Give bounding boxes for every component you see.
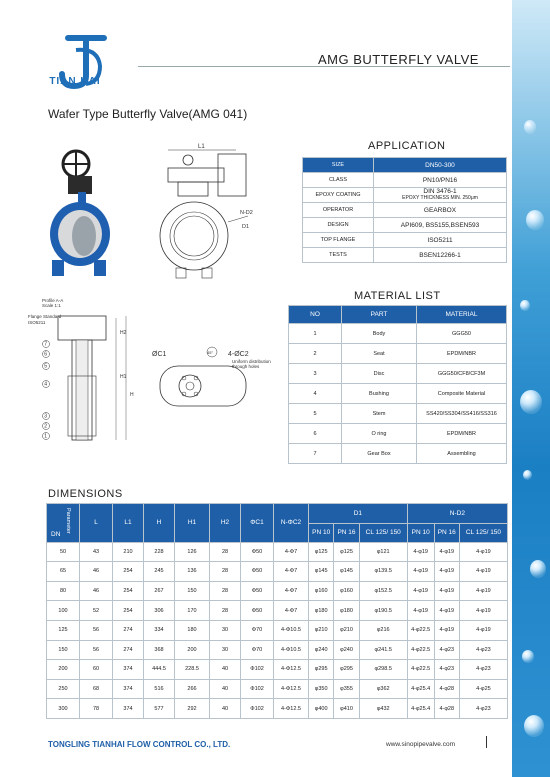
table-cell: 28 xyxy=(210,542,241,562)
table-cell: Disc xyxy=(342,364,417,384)
table-cell: 4-φ19 xyxy=(434,542,459,562)
table-row xyxy=(47,620,508,640)
table-cell: 368 xyxy=(144,640,175,660)
dim-label-h2: H2 xyxy=(120,330,127,336)
table-row xyxy=(47,601,508,621)
table-cell: Φ50 xyxy=(241,581,274,601)
table-cell: 40 xyxy=(210,699,241,719)
table-cell: API609, BS5155,BSEN593 xyxy=(374,218,507,233)
table-cell: 30 xyxy=(210,620,241,640)
table-cell: 4-φ19 xyxy=(407,581,434,601)
table-cell: TESTS xyxy=(303,248,374,263)
table-cell: 4-φ23 xyxy=(459,660,507,680)
parameter-label: Parameter xyxy=(65,508,71,534)
table-cell: 292 xyxy=(175,699,210,719)
table-cell: 274 xyxy=(113,620,144,640)
table-cell: 5 xyxy=(289,404,342,424)
column-header: MATERIAL xyxy=(417,306,507,324)
table-cell: 50 xyxy=(47,542,80,562)
table-cell: 150 xyxy=(47,640,80,660)
table-cell: 4-φ19 xyxy=(407,562,434,582)
table-cell: Φ70 xyxy=(241,640,274,660)
table-cell: 200 xyxy=(175,640,210,660)
part-callout: 1 xyxy=(44,433,48,440)
table-cell: 306 xyxy=(144,601,175,621)
page-title: AMG BUTTERFLY VALVE xyxy=(318,52,479,67)
table-cell: 267 xyxy=(144,581,175,601)
coating-standard: DIN 3476-1 xyxy=(423,188,457,195)
table-cell: 228 xyxy=(144,542,175,562)
dim-label-d1: D1 xyxy=(242,224,250,230)
table-row xyxy=(47,640,508,660)
table-cell: SS420/SS304/SS416/SS316 xyxy=(417,404,507,424)
table-row xyxy=(303,203,507,218)
table-cell: φ362 xyxy=(359,679,407,699)
table-cell: 4-φ22.5 xyxy=(407,640,434,660)
table-cell: 4-φ23 xyxy=(434,660,459,680)
table-cell: 126 xyxy=(175,542,210,562)
table-cell: 300 xyxy=(47,699,80,719)
part-callout: 3 xyxy=(44,413,48,420)
param-dn-header xyxy=(47,504,80,543)
table-cell: 4-φ25.4 xyxy=(407,699,434,719)
column-header: H2 xyxy=(210,504,241,543)
table-cell: 6 xyxy=(289,424,342,444)
dimensions-title: DIMENSIONS xyxy=(48,488,123,500)
table-cell: 254 xyxy=(113,601,144,621)
table-cell: 4-φ19 xyxy=(459,562,507,582)
table-cell: φ240 xyxy=(309,640,334,660)
table-cell: 136 xyxy=(175,562,210,582)
table-row xyxy=(303,173,507,188)
part-callout: 6 xyxy=(44,351,48,358)
table-cell: 4 xyxy=(289,384,342,404)
table-cell: 4-φ23 xyxy=(434,640,459,660)
table-row xyxy=(47,660,508,680)
table-cell: 245 xyxy=(144,562,175,582)
product-subtitle: Wafer Type Butterfly Valve(AMG 041) xyxy=(48,107,248,121)
table-cell: 4-Φ12.5 xyxy=(274,660,309,680)
table-cell: 40 xyxy=(210,679,241,699)
table-cell: TOP FLANGE xyxy=(303,233,374,248)
table-cell: 4-Φ7 xyxy=(274,601,309,621)
table-row xyxy=(303,248,507,263)
table-cell: 4-φ19 xyxy=(434,562,459,582)
table-row xyxy=(289,444,507,464)
table-cell: 4-φ19 xyxy=(459,581,507,601)
dim-label-c1: ØC1 xyxy=(152,351,167,358)
table-cell: 1 xyxy=(289,324,342,344)
table-cell: 52 xyxy=(80,601,113,621)
table-cell: 46 xyxy=(80,581,113,601)
top-flange-drawing xyxy=(150,342,280,412)
table-row xyxy=(47,581,508,601)
table-cell: 4-φ22.5 xyxy=(407,620,434,640)
table-cell: 100 xyxy=(47,601,80,621)
table-cell: 4-φ23 xyxy=(459,699,507,719)
table-row xyxy=(303,188,507,203)
table-cell: φ240 xyxy=(334,640,359,660)
table-cell: 43 xyxy=(80,542,113,562)
water-drop-decoration xyxy=(524,715,544,737)
table-cell: 254 xyxy=(113,581,144,601)
coating-thickness: EPOXY THICKNESS MIN. 250μm xyxy=(402,195,478,201)
table-cell: 4-φ19 xyxy=(434,620,459,640)
angle-label: 45° xyxy=(207,350,214,355)
table-cell: Assembling xyxy=(417,444,507,464)
footer-url[interactable]: www.sinopipevalve.com xyxy=(386,741,456,748)
table-cell: EPDM/NBR xyxy=(417,344,507,364)
column-header: ΦC1 xyxy=(241,504,274,543)
table-cell: φ210 xyxy=(309,620,334,640)
table-row xyxy=(47,679,508,699)
table-cell: Stem xyxy=(342,404,417,424)
footer-divider xyxy=(486,736,487,748)
table-cell: 78 xyxy=(80,699,113,719)
table-cell: φ145 xyxy=(309,562,334,582)
table-cell: EPOXY COATING xyxy=(303,188,374,203)
table-cell: 334 xyxy=(144,620,175,640)
table-cell: φ180 xyxy=(309,601,334,621)
column-header: N-D2 xyxy=(407,504,507,524)
table-cell: 266 xyxy=(175,679,210,699)
material-table xyxy=(288,305,507,464)
table-cell: 28 xyxy=(210,562,241,582)
table-cell: φ350 xyxy=(309,679,334,699)
application-table xyxy=(302,157,507,263)
valve-product-photo xyxy=(34,148,126,288)
table-cell: 4-φ28 xyxy=(434,679,459,699)
table-cell: 40 xyxy=(210,660,241,680)
column-header: NO xyxy=(289,306,342,324)
table-cell: 4-Φ10.5 xyxy=(274,640,309,660)
table-cell: 4-φ25 xyxy=(459,679,507,699)
dim-label-nd2: N-D2 xyxy=(240,210,253,216)
table-cell xyxy=(374,188,507,203)
footer-company: TONGLING TIANHAI FLOW CONTROL CO., LTD. xyxy=(48,740,231,749)
water-drop-decoration xyxy=(520,300,530,311)
table-cell: DESIGN xyxy=(303,218,374,233)
table-cell: Gear Box xyxy=(342,444,417,464)
table-cell: 374 xyxy=(113,679,144,699)
table-cell: ISO5211 xyxy=(374,233,507,248)
table-cell: 2 xyxy=(289,344,342,364)
table-cell: φ152.5 xyxy=(359,581,407,601)
table-cell: BSEN12266-1 xyxy=(374,248,507,263)
table-cell: φ160 xyxy=(334,581,359,601)
table-header-row xyxy=(47,504,508,524)
column-header: L1 xyxy=(113,504,144,543)
table-cell: Φ50 xyxy=(241,542,274,562)
table-cell: φ180 xyxy=(334,601,359,621)
table-cell: 444.5 xyxy=(144,660,175,680)
table-cell: GEARBOX xyxy=(374,203,507,218)
through-note: through holes xyxy=(232,364,260,369)
table-row xyxy=(289,424,507,444)
table-cell: 4-φ28 xyxy=(434,699,459,719)
table-cell: 80 xyxy=(47,581,80,601)
table-cell: 68 xyxy=(80,679,113,699)
table-cell: 56 xyxy=(80,620,113,640)
table-row xyxy=(289,344,507,364)
table-cell: 374 xyxy=(113,660,144,680)
water-drop-decoration xyxy=(524,120,536,134)
scale-label: Scale 1:1 xyxy=(42,303,61,308)
table-cell: 125 xyxy=(47,620,80,640)
table-cell: GGG50/CF8/CF3M xyxy=(417,364,507,384)
column-subheader: PN 16 xyxy=(434,523,459,542)
table-cell: Bushing xyxy=(342,384,417,404)
table-cell: φ160 xyxy=(309,581,334,601)
column-header: L xyxy=(80,504,113,543)
table-cell: φ295 xyxy=(334,660,359,680)
table-cell: 170 xyxy=(175,601,210,621)
table-cell: Φ102 xyxy=(241,679,274,699)
column-subheader: PN 10 xyxy=(407,523,434,542)
application-title: APPLICATION xyxy=(368,140,446,152)
table-cell: φ125 xyxy=(309,542,334,562)
table-cell: 7 xyxy=(289,444,342,464)
valve-section-drawing xyxy=(28,296,138,456)
table-cell: 4-Φ10.5 xyxy=(274,620,309,640)
table-row xyxy=(289,404,507,424)
column-subheader: CL 125/ 150 xyxy=(459,523,507,542)
valve-side-drawing xyxy=(158,140,288,290)
table-row xyxy=(289,364,507,384)
water-drop-decoration xyxy=(523,470,532,480)
table-row xyxy=(47,562,508,582)
table-cell: 200 xyxy=(47,660,80,680)
table-cell: φ400 xyxy=(309,699,334,719)
part-callout: 4 xyxy=(44,381,48,388)
table-row xyxy=(47,542,508,562)
table-cell: Composite Material xyxy=(417,384,507,404)
dimensions-table xyxy=(46,503,508,719)
table-cell: Φ102 xyxy=(241,699,274,719)
table-cell: 56 xyxy=(80,640,113,660)
table-cell: SIZE xyxy=(303,158,374,173)
table-cell: Seat xyxy=(342,344,417,364)
table-cell: 274 xyxy=(113,640,144,660)
table-cell: φ190.5 xyxy=(359,601,407,621)
water-drop-decoration xyxy=(526,210,544,230)
profile-label: Profile A-A xyxy=(42,298,64,303)
iso-label: ISO5211 xyxy=(28,320,46,325)
table-cell: φ210 xyxy=(334,620,359,640)
table-cell: DN50-300 xyxy=(374,158,507,173)
column-header: N-ΦC2 xyxy=(274,504,309,543)
table-cell: φ298.5 xyxy=(359,660,407,680)
table-cell: 4-φ19 xyxy=(459,620,507,640)
table-cell: φ145 xyxy=(334,562,359,582)
column-header: H1 xyxy=(175,504,210,543)
table-cell: Φ50 xyxy=(241,562,274,582)
table-row xyxy=(289,384,507,404)
column-subheader: PN 16 xyxy=(334,523,359,542)
table-cell: 4-φ19 xyxy=(434,581,459,601)
table-row xyxy=(47,699,508,719)
table-cell: 30 xyxy=(210,640,241,660)
column-header: D1 xyxy=(309,504,408,524)
table-cell: 60 xyxy=(80,660,113,680)
table-cell: φ410 xyxy=(334,699,359,719)
water-drop-decoration xyxy=(522,650,534,663)
table-cell: 4-φ23 xyxy=(459,640,507,660)
table-cell: 4-φ19 xyxy=(434,601,459,621)
table-cell: 250 xyxy=(47,679,80,699)
uniform-note: Uniform distribution xyxy=(232,359,271,364)
water-drop-decoration xyxy=(520,390,542,414)
table-row xyxy=(303,218,507,233)
dim-label-h: H xyxy=(130,392,134,398)
table-row xyxy=(303,158,507,173)
column-header: H xyxy=(144,504,175,543)
table-cell: 228.5 xyxy=(175,660,210,680)
table-cell: 65 xyxy=(47,562,80,582)
column-header: PART xyxy=(342,306,417,324)
dim-label-l1: L1 xyxy=(198,144,205,150)
table-cell: 4-φ19 xyxy=(459,542,507,562)
table-cell: PN10/PN16 xyxy=(374,173,507,188)
table-cell: 577 xyxy=(144,699,175,719)
table-cell: 4-φ22.5 xyxy=(407,660,434,680)
table-cell: φ216 xyxy=(359,620,407,640)
table-cell: Body xyxy=(342,324,417,344)
table-cell: 210 xyxy=(113,542,144,562)
table-header-row xyxy=(289,306,507,324)
dim-label-nc2: 4-ØC2 xyxy=(228,351,249,358)
table-cell: 4-φ19 xyxy=(407,601,434,621)
table-cell: Φ50 xyxy=(241,601,274,621)
table-cell: 28 xyxy=(210,601,241,621)
table-cell: GGG50 xyxy=(417,324,507,344)
table-cell: φ432 xyxy=(359,699,407,719)
table-cell: 180 xyxy=(175,620,210,640)
column-subheader: PN 10 xyxy=(309,523,334,542)
part-callout: 2 xyxy=(44,423,48,430)
table-row xyxy=(289,324,507,344)
table-cell: φ121 xyxy=(359,542,407,562)
table-cell: φ139.5 xyxy=(359,562,407,582)
dn-label: DN xyxy=(51,530,61,538)
table-row xyxy=(303,233,507,248)
table-cell: 150 xyxy=(175,581,210,601)
table-cell: 4-φ19 xyxy=(407,542,434,562)
table-cell: φ295 xyxy=(309,660,334,680)
table-cell: 4-Φ7 xyxy=(274,562,309,582)
part-callout: 5 xyxy=(44,363,48,370)
column-subheader: CL 125/ 150 xyxy=(359,523,407,542)
table-cell: 516 xyxy=(144,679,175,699)
table-cell: CLASS xyxy=(303,173,374,188)
table-cell: φ241.5 xyxy=(359,640,407,660)
table-cell: 254 xyxy=(113,562,144,582)
part-callout: 7 xyxy=(44,341,48,348)
brand-name: TIAN HAI xyxy=(49,76,101,87)
table-cell: 4-Φ7 xyxy=(274,542,309,562)
table-cell: 374 xyxy=(113,699,144,719)
water-drop-decoration xyxy=(530,560,546,578)
table-cell: 3 xyxy=(289,364,342,384)
table-cell: 4-Φ7 xyxy=(274,581,309,601)
table-cell: 4-Φ12.5 xyxy=(274,679,309,699)
table-cell: OPERATOR xyxy=(303,203,374,218)
flange-standard-label: Flange Standard xyxy=(28,314,62,319)
table-cell: Φ70 xyxy=(241,620,274,640)
table-cell: Φ102 xyxy=(241,660,274,680)
table-cell: O ring xyxy=(342,424,417,444)
material-list-title: MATERIAL LIST xyxy=(354,290,441,302)
table-cell: φ355 xyxy=(334,679,359,699)
table-cell: 4-φ19 xyxy=(459,601,507,621)
table-cell: 4-Φ12.5 xyxy=(274,699,309,719)
table-cell: 28 xyxy=(210,581,241,601)
table-cell: EPDM/NBR xyxy=(417,424,507,444)
table-cell: 46 xyxy=(80,562,113,582)
dimensions-body xyxy=(47,542,508,718)
table-cell: 4-φ25.4 xyxy=(407,679,434,699)
dim-label-h1: H1 xyxy=(120,374,127,380)
table-cell: φ125 xyxy=(334,542,359,562)
